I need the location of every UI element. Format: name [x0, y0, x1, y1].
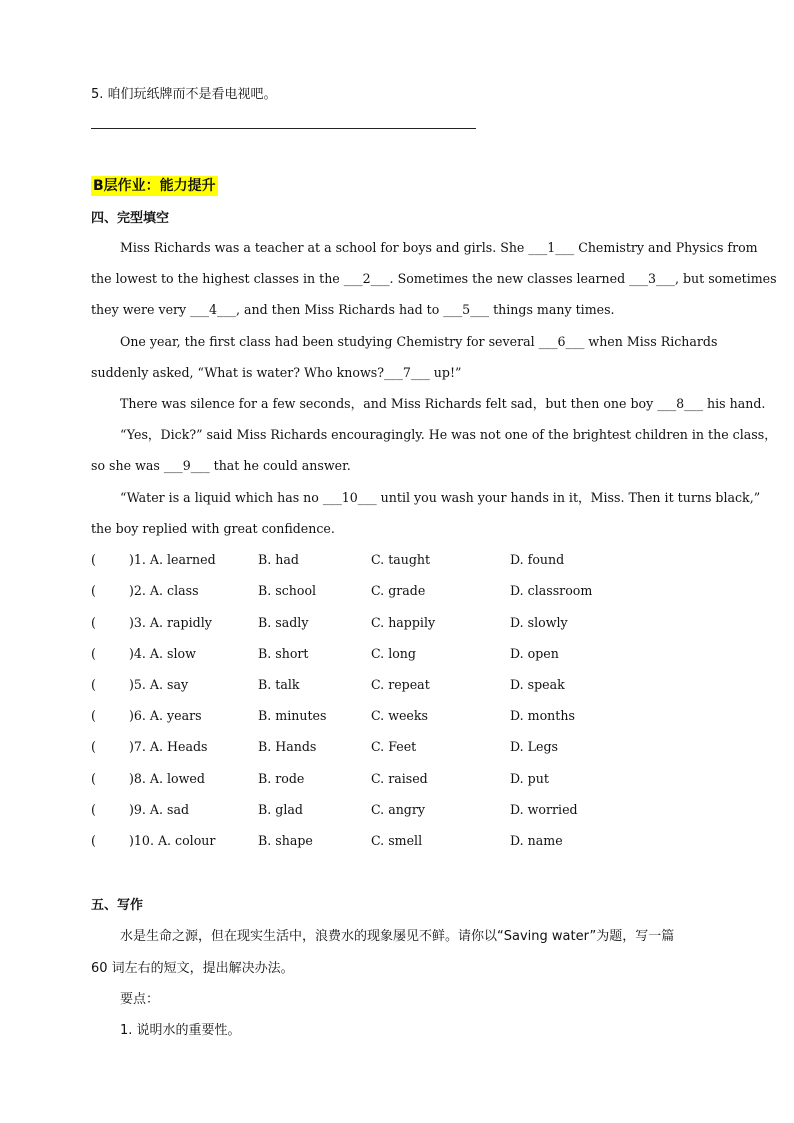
option-c: C. raised — [371, 771, 428, 786]
answer-paren[interactable]: ( — [91, 552, 96, 567]
writing-heading: 五、写作 — [91, 898, 144, 913]
answer-paren[interactable]: ( — [91, 771, 96, 786]
option-b: B. rode — [258, 771, 305, 786]
option-b: B. minutes — [258, 708, 327, 723]
option-b: B. Hands — [258, 739, 317, 754]
cloze-line: so she was ___9___ that he could answer. — [91, 458, 351, 473]
option-c: C. repeat — [371, 677, 430, 692]
question-row-7 — [91, 737, 703, 757]
option-a: )9. A. sad — [129, 802, 190, 817]
question-row-2 — [91, 581, 703, 601]
cloze-line: One year, the first class had been studying Chemistry for several ___6___ when Miss Richards — [120, 334, 718, 349]
answer-paren[interactable]: ( — [91, 833, 96, 848]
option-b: B. shape — [258, 833, 313, 848]
option-d: D. worried — [510, 802, 578, 817]
option-a: )6. A. years — [129, 708, 202, 723]
translation-item-5: 5. 咱们玩纸牌而不是看电视吧。 — [91, 87, 277, 102]
option-d: D. Legs — [510, 739, 558, 754]
cloze-line: “Water is a liquid which has no ___10___ until you wash your hands in it，Miss. Then it turns black,” — [120, 490, 761, 505]
writing-prompt-line-2: 60 词左右的短文，提出解决办法。 — [91, 961, 294, 976]
writing-point-1: 1. 说明水的重要性。 — [120, 1023, 241, 1038]
answer-paren[interactable]: ( — [91, 646, 96, 661]
option-d: D. months — [510, 708, 575, 723]
cloze-heading: 四、完型填空 — [91, 211, 170, 226]
answer-paren[interactable]: ( — [91, 708, 96, 723]
answer-paren[interactable]: ( — [91, 677, 96, 692]
question-row-3 — [91, 613, 703, 633]
option-a: )3. A. rapidly — [129, 615, 212, 630]
option-d: D. slowly — [510, 615, 568, 630]
option-c: C. long — [371, 646, 416, 661]
answer-paren[interactable]: ( — [91, 583, 96, 598]
writing-prompt-line-1: 水是生命之源，但在现实生活中，浪费水的现象屡见不鲜。请你以“Saving water”为题，写一篇 — [120, 929, 675, 944]
answer-line — [91, 128, 476, 129]
option-c: C. Feet — [371, 739, 417, 754]
cloze-line: suddenly asked, “What is water? Who knows?___7___ up!” — [91, 365, 462, 380]
option-c: C. angry — [371, 802, 426, 817]
cloze-line: “Yes，Dick?” said Miss Richards encouragingly. He was not one of the brightest children in the class， — [120, 427, 777, 442]
option-a: )4. A. slow — [129, 646, 196, 661]
option-b: B. talk — [258, 677, 300, 692]
option-a: )7. A. Heads — [129, 739, 208, 754]
option-a: )5. A. say — [129, 677, 189, 692]
option-a: )8. A. lowed — [129, 771, 205, 786]
option-c: C. smell — [371, 833, 423, 848]
cloze-line: Miss Richards was a teacher at a school for boys and girls. She ___1___ Chemistry and Physics from — [120, 240, 758, 255]
option-b: B. glad — [258, 802, 303, 817]
option-c: C. weeks — [371, 708, 428, 723]
option-a: )1. A. learned — [129, 552, 216, 567]
cloze-line: the boy replied with great confidence. — [91, 521, 335, 536]
question-row-8 — [91, 769, 703, 789]
option-b: B. short — [258, 646, 309, 661]
option-c: C. happily — [371, 615, 436, 630]
cloze-line: they were very ___4___, and then Miss Richards had to ___5___ things many times. — [91, 302, 615, 317]
cloze-line: the lowest to the highest classes in the ___2___. Sometimes the new classes learned ___3___, but sometimes — [91, 271, 777, 286]
question-row-5 — [91, 675, 703, 695]
option-b: B. school — [258, 583, 317, 598]
option-d: D. found — [510, 552, 565, 567]
answer-paren[interactable]: ( — [91, 739, 96, 754]
cloze-line: There was silence for a few seconds，and Miss Richards felt sad，but then one boy ___8___ his hand. — [120, 396, 766, 411]
question-row-6 — [91, 706, 703, 726]
option-c: C. taught — [371, 552, 431, 567]
answer-paren[interactable]: ( — [91, 802, 96, 817]
option-d: D. name — [510, 833, 563, 848]
option-a: )10. A. colour — [129, 833, 216, 848]
option-d: D. open — [510, 646, 559, 661]
answer-paren[interactable]: ( — [91, 615, 96, 630]
question-row-4 — [91, 644, 703, 664]
option-a: )2. A. class — [129, 583, 199, 598]
question-row-1 — [91, 550, 703, 570]
option-b: B. sadly — [258, 615, 309, 630]
writing-points-label: 要点： — [120, 992, 160, 1007]
option-b: B. had — [258, 552, 299, 567]
question-row-9 — [91, 800, 703, 820]
option-d: D. speak — [510, 677, 565, 692]
section-b-title: B层作业：能力提升 — [93, 178, 216, 194]
question-row-10 — [91, 831, 703, 851]
option-d: D. classroom — [510, 583, 593, 598]
option-c: C. grade — [371, 583, 426, 598]
option-d: D. put — [510, 771, 549, 786]
